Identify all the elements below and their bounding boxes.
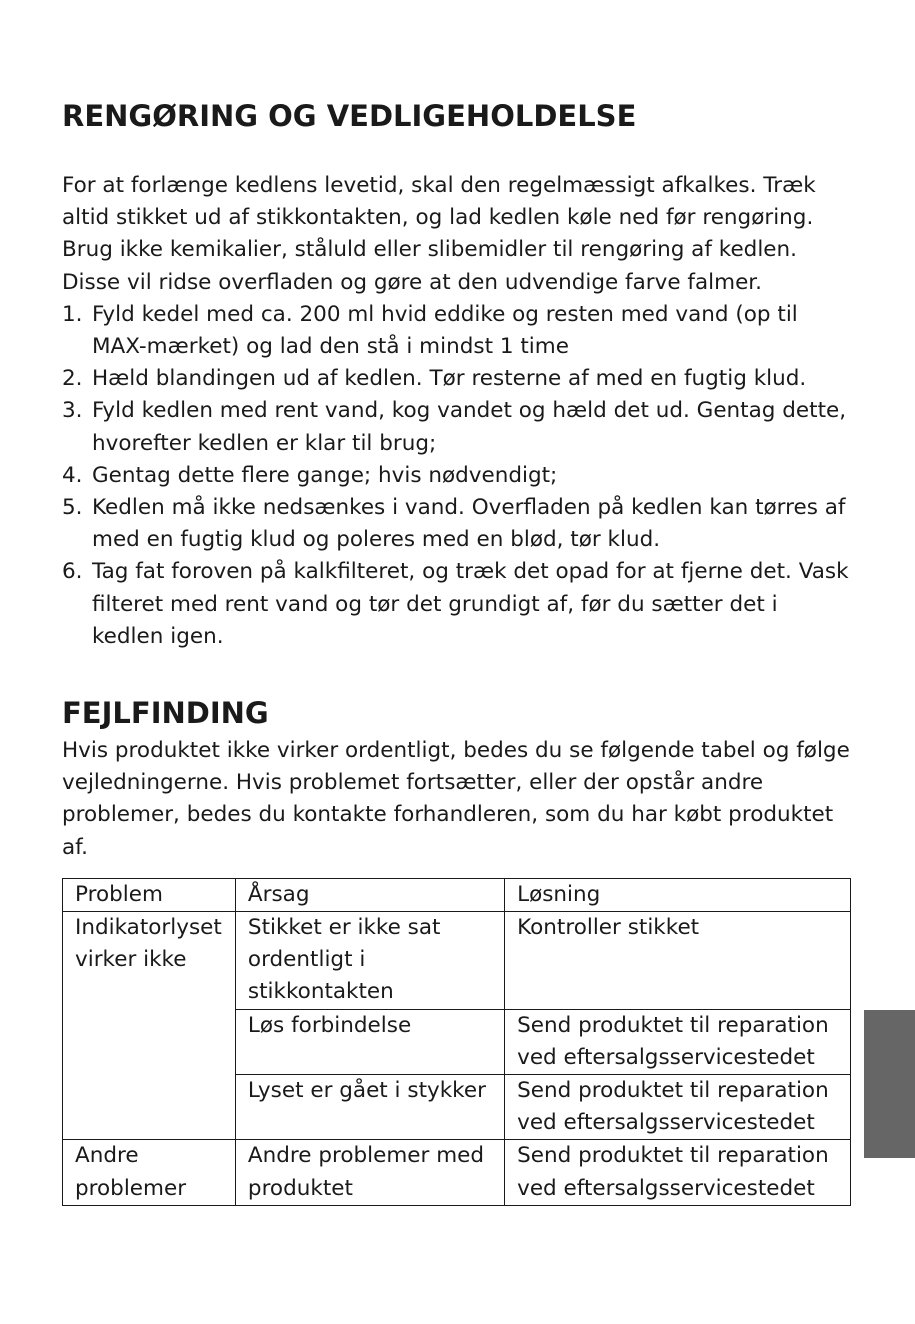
solution-cell: Send produktet til reparation ved eftersalgsservicestedet [505,1075,851,1140]
step-text: Kedlen må ikke nedsænkes i vand. Overfladen på kedlen kan tørres af med en fugtig klud og poleres med en blød, tør klud. [92,495,846,553]
problem-cell: Andre problemer [63,1140,236,1205]
step-number: 4. [62,462,83,488]
step-number: 6. [62,559,83,585]
solution-cell: Send produktet til reparation ved eftersalgsservicestedet [505,1140,851,1205]
step-text: Gentag dette flere gange; hvis nødvendigt; [92,462,558,488]
list-item [62,299,852,363]
header-cause: Årsag [235,878,504,911]
step-text: Fyld kedlen med rent vand, kog vandet og hæld det ud. Gentag dette, hvorefter kedlen er klar til brug; [92,398,847,456]
cause-cell: Andre problemer med produktet [235,1140,504,1205]
table-header-row [63,878,851,911]
cause-cell: Lyset er gået i stykker [235,1075,504,1140]
cause-cell: Løs forbindelse [235,1009,504,1074]
problem-cell: Indikatorlyset virker ikke [63,912,236,1140]
step-text: Hæld blandingen ud af kedlen. Tør resterne af med en fugtig klud. [92,366,807,392]
list-item [62,492,852,556]
step-text: Tag fat foroven på kalkfilteret, og træk det opad for at fjerne det. Vask filteret med rent vand og tør det grundigt af, før du sætter det i kedlen igen. [92,559,849,649]
cause-cell: Stikket er ikke sat ordentligt i stikkontakten [235,912,504,1010]
troubleshooting-title: FEJLFINDING [62,696,269,731]
header-problem: Problem [63,878,236,911]
solution-cell: Kontroller stikket [505,912,851,1010]
step-number: 1. [62,301,83,327]
manual-page [62,92,852,1206]
solution-cell: Send produktet til reparation ved eftersalgsservicestedet [505,1009,851,1074]
troubleshooting-table [62,878,851,1206]
step-number: 3. [62,398,83,424]
list-item [62,460,852,492]
table-row [63,912,851,1010]
header-solution: Løsning [505,878,851,911]
list-item [62,395,852,459]
section-tab-marker [864,1010,915,1158]
cleaning-steps [62,299,852,653]
step-number: 5. [62,495,83,521]
step-number: 2. [62,366,83,392]
cleaning-title: RENGØRING OG VEDLIGEHOLDELSE [62,99,637,133]
table-row [63,1140,851,1205]
step-text: Fyld kedel med ca. 200 ml hvid eddike og resten med vand (op til MAX-mærket) og lad den stå i mindst 1 time [92,301,798,360]
cleaning-intro: For at forlænge kedlens levetid, skal den regelmæssigt afkalkes. Træk altid stikket ud af stikkontakten, og lad kedlen køle ned før rengøring. Brug ikke kemikalier, ståluld eller slibemidler til rengøring af kedlen. Disse vil ridse overfladen og gøre at den udvendige farve falmer. [62,173,816,295]
list-item [62,363,852,395]
troubleshooting-intro: Hvis produktet ikke virker ordentligt, bedes du se følgende tabel og følge vejledningerne. Hvis problemet fortsætter, eller der opstår andre problemer, bedes du kontakte forhandleren, som du har købt produktet af. [62,738,850,860]
list-item [62,556,852,653]
